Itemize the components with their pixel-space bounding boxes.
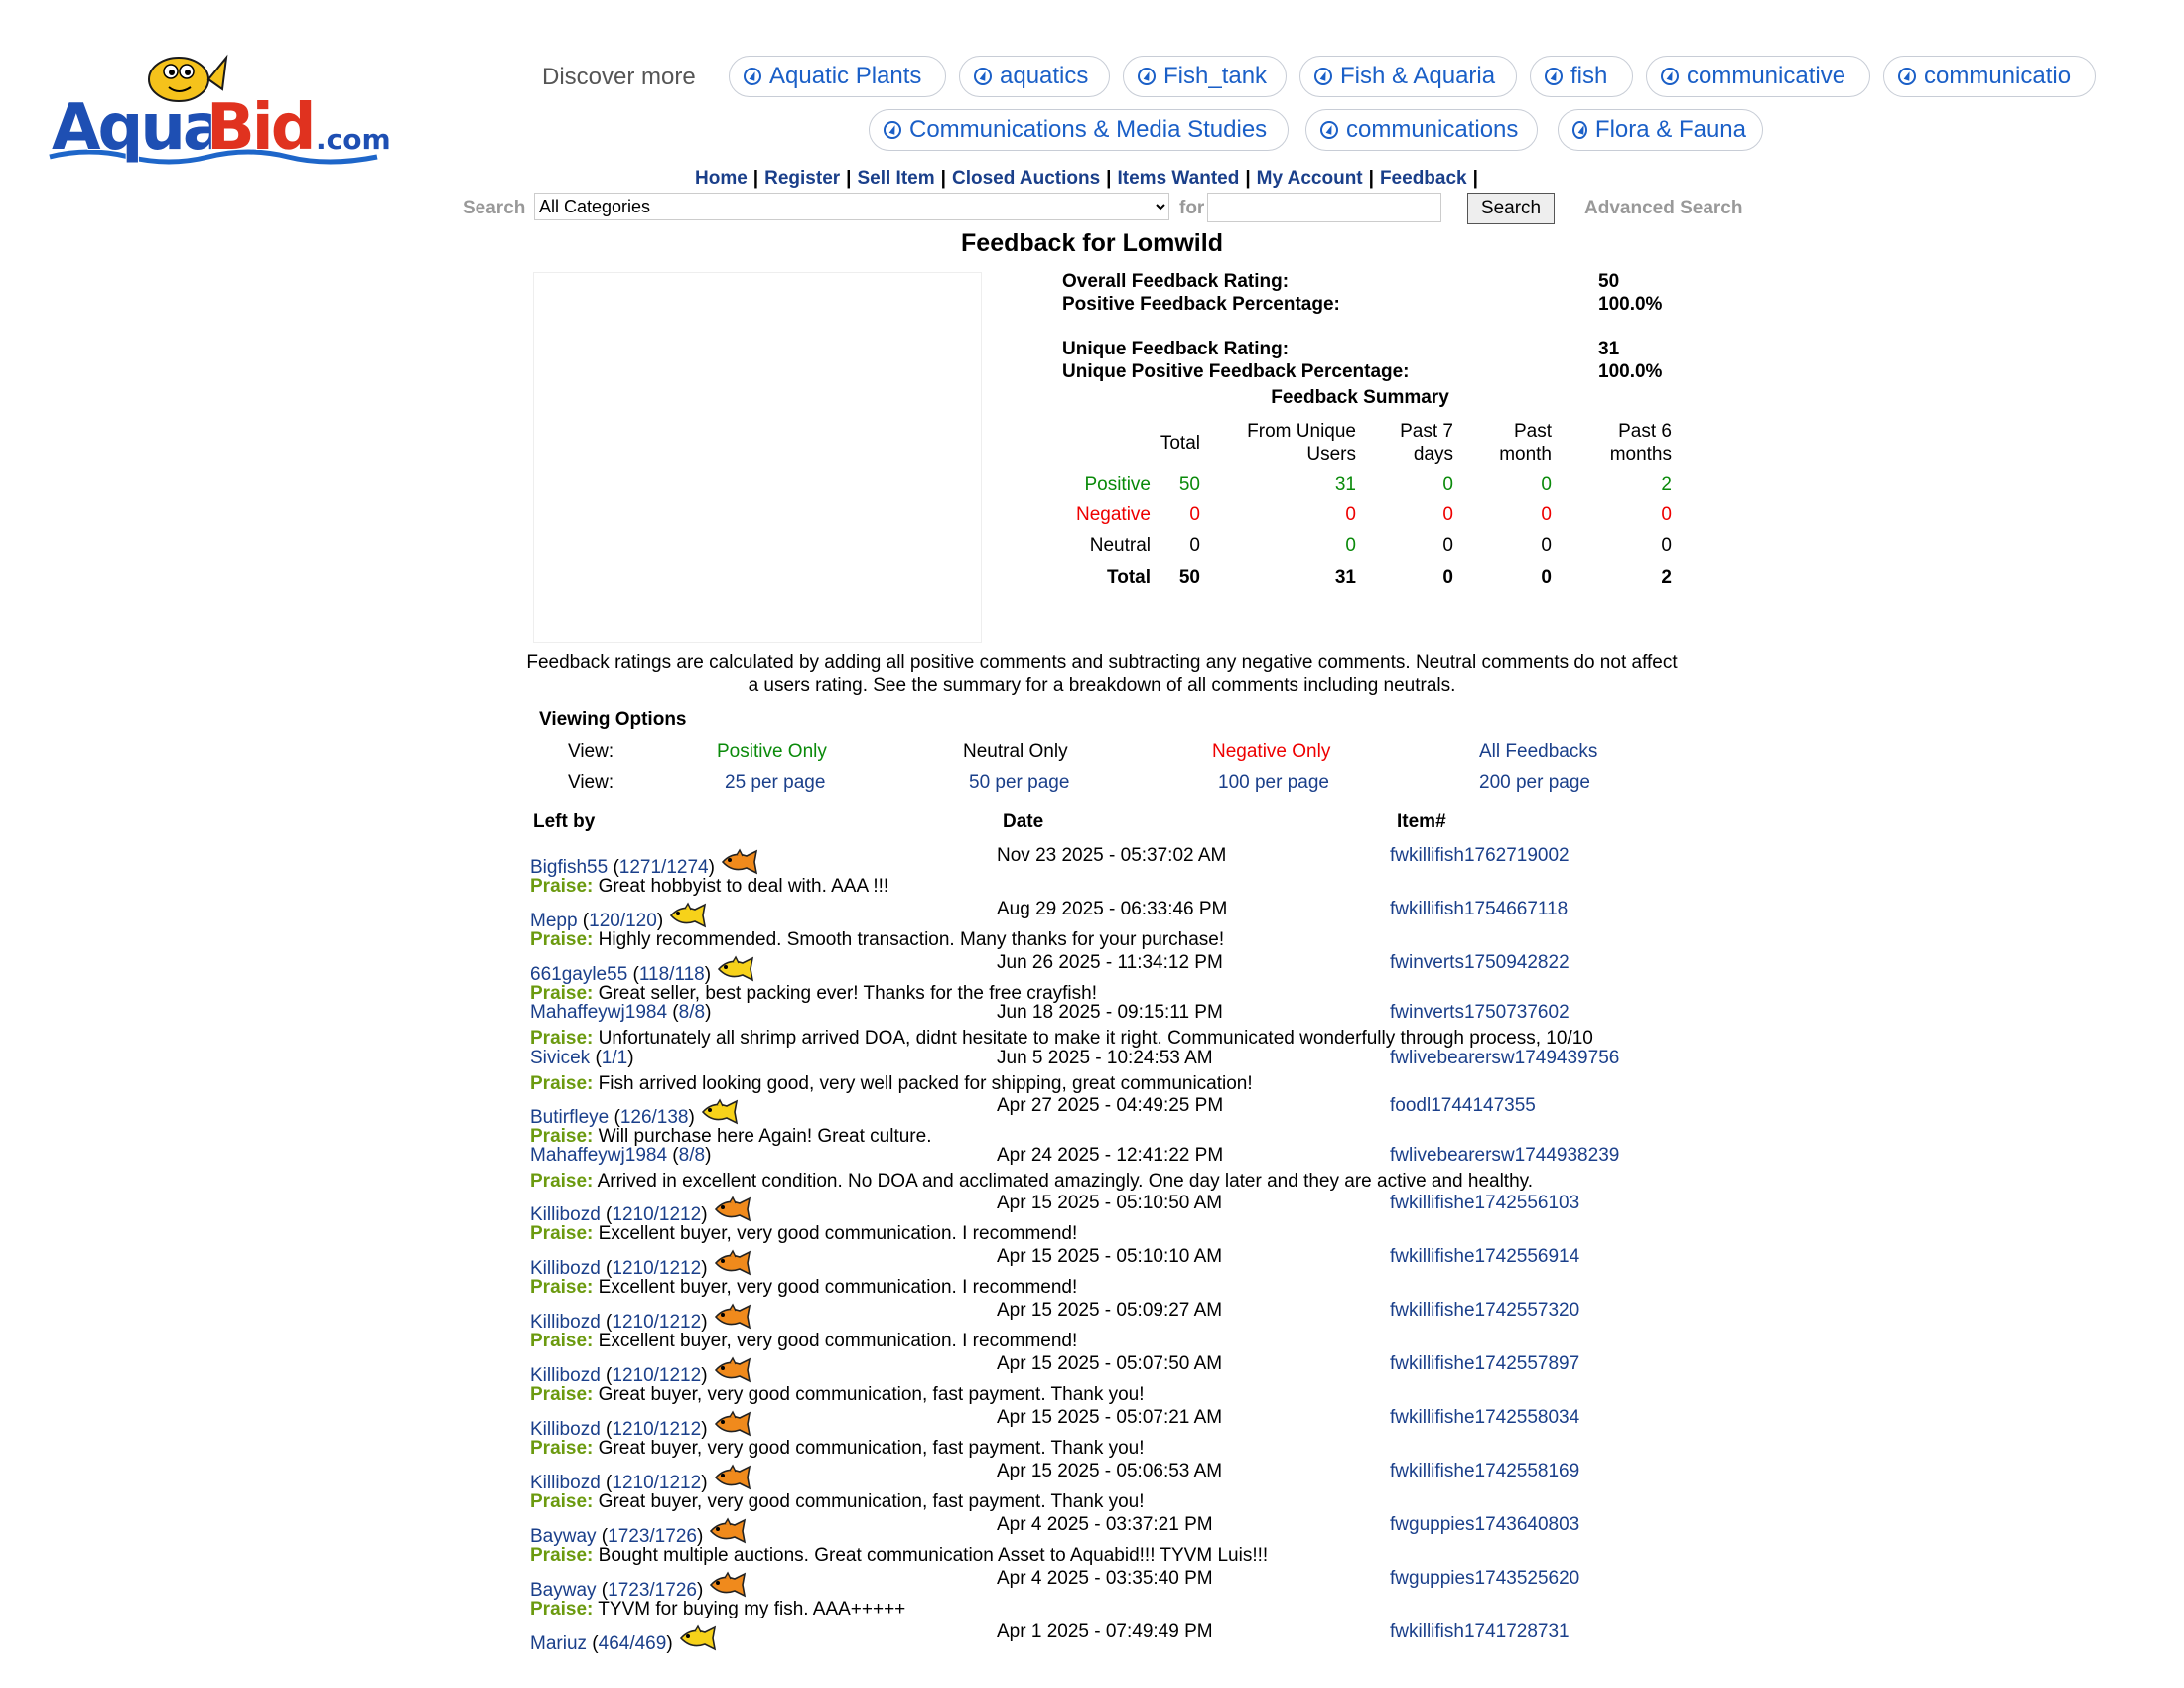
feedback-user-link[interactable]: Mariuz: [530, 1633, 588, 1654]
praise-label: Praise:: [530, 876, 594, 897]
view-label: View:: [568, 741, 614, 762]
praise-label: Praise:: [530, 1545, 594, 1566]
discover-more-label: Discover more: [542, 64, 696, 90]
compass-icon: [1545, 68, 1563, 85]
pill-aquatic-plants[interactable]: Aquatic Plants: [729, 56, 946, 97]
nav-feedback[interactable]: Feedback: [1379, 168, 1467, 189]
feedback-date: Apr 27 2025 - 04:49:25 PM: [997, 1095, 1224, 1116]
feedback-user-link[interactable]: Bayway: [530, 1580, 597, 1601]
column-date: Date: [1003, 811, 1044, 832]
search-label: Search: [463, 198, 526, 218]
summary-cell: 0: [1442, 474, 1453, 494]
nav-closed-auctions[interactable]: Closed Auctions: [951, 168, 1101, 189]
summary-cell: 0: [1541, 567, 1552, 588]
compass-icon: [974, 68, 992, 85]
nav-items-wanted[interactable]: Items Wanted: [1117, 168, 1240, 189]
feedback-author: Sivicek (1/1): [530, 1048, 634, 1068]
summary-header: Total: [1160, 433, 1200, 454]
per-page-50[interactable]: 50 per page: [969, 773, 1070, 793]
feedback-author: Killibozd (1210/1212): [530, 1250, 753, 1282]
unique-rating-label: Unique Feedback Rating:: [1062, 339, 1290, 359]
per-page-100[interactable]: 100 per page: [1218, 773, 1329, 793]
compass-icon: [1320, 121, 1338, 139]
summary-cell: 2: [1661, 567, 1672, 588]
compass-icon: [1661, 68, 1679, 85]
compass-icon: [1314, 68, 1332, 85]
positive-pct-label: Positive Feedback Percentage:: [1062, 294, 1340, 315]
praise-label: Praise:: [530, 983, 594, 1004]
page-title: Feedback for Lomwild: [961, 229, 1223, 257]
nav-sell-item[interactable]: Sell Item: [857, 168, 935, 189]
feedback-item-link[interactable]: fwkillifishe1742556914: [1390, 1246, 1580, 1267]
pill-fish-tank[interactable]: Fish_tank: [1123, 56, 1287, 97]
feedback-score-link[interactable]: 1271/1274: [618, 857, 709, 878]
feedback-item-link[interactable]: fwinverts1750942822: [1390, 952, 1570, 973]
feedback-user-link[interactable]: Bayway: [530, 1526, 597, 1547]
feedback-date: Aug 29 2025 - 06:33:46 PM: [997, 899, 1228, 919]
feedback-author: Killibozd (1210/1212): [530, 1411, 753, 1443]
pill-communicatio[interactable]: communicatio: [1883, 56, 2096, 97]
summary-header: Past month: [1499, 421, 1552, 465]
view-positive-only[interactable]: Positive Only: [717, 741, 827, 762]
summary-cell: 50: [1178, 474, 1200, 494]
pill-flora-fauna[interactable]: Flora & Fauna: [1558, 109, 1763, 151]
summary-cell: 0: [1541, 535, 1552, 556]
feedback-user-link[interactable]: Mahaffeywj1984: [530, 1002, 668, 1023]
nav-register[interactable]: Register: [764, 168, 841, 189]
feedback-comment: Praise: Great seller, best packing ever! Thanks for the free crayfish!: [530, 983, 1097, 1004]
feedback-author: 661gayle55 (118/118): [530, 956, 756, 988]
summary-row-label: Positive: [1084, 474, 1151, 494]
feedback-date: Apr 15 2025 - 05:10:10 AM: [997, 1246, 1223, 1267]
feedback-date: Apr 15 2025 - 05:07:21 AM: [997, 1407, 1223, 1428]
praise-label: Praise:: [530, 1028, 594, 1049]
feedback-date: Jun 5 2025 - 10:24:53 AM: [997, 1048, 1213, 1068]
summary-row-label: Neutral: [1089, 535, 1151, 556]
compass-icon: [744, 68, 761, 85]
unique-rating-value: 31: [1598, 339, 1620, 359]
summary-cell: 31: [1334, 474, 1356, 494]
feedback-item-link[interactable]: fwkillifish1762719002: [1390, 845, 1570, 866]
feedback-item-link[interactable]: fwkillifishe1742558034: [1390, 1407, 1580, 1428]
feedback-user-link[interactable]: Mepp: [530, 911, 578, 931]
feedback-author: Killibozd (1210/1212): [530, 1465, 753, 1496]
summary-cell: 2: [1661, 474, 1672, 494]
feedback-author: Mepp (120/120): [530, 903, 709, 934]
feedback-comment: Praise: Arrived in excellent condition. No DOA and acclimated amazingly. One day later and they are active and healthy.: [530, 1171, 1534, 1192]
column-item: Item#: [1397, 811, 1446, 832]
praise-label: Praise:: [530, 1599, 594, 1619]
feedback-date: Jun 26 2025 - 11:34:12 PM: [997, 952, 1223, 973]
feedback-score-link[interactable]: 1/1: [601, 1048, 628, 1068]
praise-label: Praise:: [530, 1223, 594, 1244]
advanced-search-link[interactable]: Advanced Search: [1584, 198, 1743, 218]
view-neutral-only[interactable]: Neutral Only: [963, 741, 1068, 762]
summary-row-label: Negative: [1076, 504, 1151, 525]
for-label: for: [1179, 198, 1205, 218]
feedback-author: Butirfleye (126/138): [530, 1099, 741, 1131]
pill-communicative[interactable]: communicative: [1646, 56, 1870, 97]
feedback-user-link[interactable]: Butirfleye: [530, 1107, 610, 1128]
unique-pct-label: Unique Positive Feedback Percentage:: [1062, 361, 1410, 382]
compass-icon: [1138, 68, 1156, 85]
feedback-date: Apr 1 2025 - 07:49:49 PM: [997, 1621, 1213, 1642]
feedback-score-link[interactable]: 8/8: [678, 1002, 706, 1023]
feedback-comment: Praise: Excellent buyer, very good communication. I recommend!: [530, 1223, 1078, 1244]
feedback-comment: Praise: Bought multiple auctions. Great communication Asset to Aquabid!!! TYVM Luis!!!: [530, 1545, 1269, 1566]
feedback-author: Killibozd (1210/1212): [530, 1196, 753, 1228]
feedback-date: Apr 24 2025 - 12:41:22 PM: [997, 1145, 1224, 1166]
summary-row-label: Total: [1107, 567, 1151, 588]
feedback-comment: Praise: Great buyer, very good communication, fast payment. Thank you!: [530, 1491, 1145, 1512]
summary-cell: 0: [1661, 504, 1672, 525]
feedback-author: Bigfish55 (1271/1274): [530, 849, 760, 881]
feedback-item-link[interactable]: fwkillifishe1742557320: [1390, 1300, 1580, 1321]
feedback-item-link[interactable]: fwkillifishe1742557897: [1390, 1353, 1580, 1374]
per-page-25[interactable]: 25 per page: [725, 773, 826, 793]
feedback-comment: Praise: Highly recommended. Smooth transaction. Many thanks for your purchase!: [530, 929, 1225, 950]
feedback-score-link[interactable]: 1210/1212: [612, 1419, 702, 1440]
compass-icon: [884, 121, 901, 139]
feedback-score-link[interactable]: 8/8: [678, 1145, 706, 1166]
feedback-author: Killibozd (1210/1212): [530, 1357, 753, 1389]
feedback-score-link[interactable]: 120/120: [589, 911, 657, 931]
feedback-date: Jun 18 2025 - 09:15:11 PM: [997, 1002, 1223, 1023]
feedback-user-link[interactable]: 661gayle55: [530, 964, 628, 985]
yellow-fish-icon: [677, 1625, 719, 1657]
feedback-score-link[interactable]: 1210/1212: [612, 1204, 702, 1225]
feedback-user-link[interactable]: Sivicek: [530, 1048, 591, 1068]
feedback-date: Apr 15 2025 - 05:07:50 AM: [997, 1353, 1223, 1374]
compass-icon: [1572, 121, 1587, 139]
compass-icon: [1898, 68, 1916, 85]
feedback-comment: Praise: Great buyer, very good communication, fast payment. Thank you!: [530, 1438, 1145, 1459]
svg-text:.com: .com: [316, 123, 391, 156]
feedback-comment: Praise: Excellent buyer, very good communication. I recommend!: [530, 1277, 1078, 1298]
summary-header: From Unique Users: [1247, 421, 1356, 465]
feedback-author: Mariuz (464/469): [530, 1625, 719, 1657]
summary-cell: 0: [1345, 535, 1356, 556]
feedback-score-link[interactable]: 1210/1212: [612, 1473, 702, 1493]
feedback-user-link[interactable]: Killibozd: [530, 1473, 601, 1493]
search-button[interactable]: Search: [1467, 193, 1555, 224]
feedback-user-link[interactable]: Killibozd: [530, 1365, 601, 1386]
feedback-comment: Praise: Will purchase here Again! Great culture.: [530, 1126, 932, 1147]
feedback-user-link[interactable]: Killibozd: [530, 1204, 601, 1225]
feedback-score-link[interactable]: 1723/1726: [608, 1526, 697, 1547]
summary-title: Feedback Summary: [1271, 387, 1449, 408]
feedback-score-link[interactable]: 1210/1212: [612, 1258, 702, 1279]
feedback-comment: Praise: Fish arrived looking good, very well packed for shipping, great communication!: [530, 1073, 1253, 1094]
feedback-author: Killibozd (1210/1212): [530, 1304, 753, 1336]
praise-label: Praise:: [530, 929, 594, 950]
summary-cell: 0: [1442, 567, 1453, 588]
svg-text:Aqua: Aqua: [52, 91, 223, 165]
pill-aquatics[interactable]: aquatics: [959, 56, 1110, 97]
feedback-comment: Praise: Great hobbyist to deal with. AAA !!!: [530, 876, 889, 897]
summary-cell: 0: [1442, 504, 1453, 525]
per-page-200[interactable]: 200 per page: [1479, 773, 1590, 793]
summary-cell: 0: [1661, 535, 1672, 556]
feedback-score-link[interactable]: 1210/1212: [612, 1365, 702, 1386]
praise-label: Praise:: [530, 1073, 594, 1094]
overall-rating-label: Overall Feedback Rating:: [1062, 271, 1290, 292]
summary-cell: 50: [1178, 567, 1200, 588]
feedback-author: Bayway (1723/1726): [530, 1572, 749, 1604]
feedback-score-link[interactable]: 118/118: [638, 964, 705, 985]
feedback-comment: Praise: Great buyer, very good communication, fast payment. Thank you!: [530, 1384, 1145, 1405]
praise-label: Praise:: [530, 1331, 594, 1351]
aquabid-logo[interactable]: [50, 40, 391, 169]
feedback-date: Apr 15 2025 - 05:09:27 AM: [997, 1300, 1223, 1321]
summary-cell: 0: [1189, 535, 1200, 556]
feedback-date: Apr 15 2025 - 05:10:50 AM: [997, 1193, 1223, 1213]
feedback-item-link[interactable]: foodl1744147355: [1390, 1095, 1536, 1116]
feedback-item-link[interactable]: fwkillifishe1742558169: [1390, 1461, 1580, 1481]
nav-my-account[interactable]: My Account: [1256, 168, 1363, 189]
pill-fish-aquaria[interactable]: Fish & Aquaria: [1299, 56, 1517, 97]
feedback-user-link[interactable]: Killibozd: [530, 1419, 601, 1440]
feedback-user-link[interactable]: Bigfish55: [530, 857, 609, 878]
feedback-item-link[interactable]: fwkillifishe1742556103: [1390, 1193, 1580, 1213]
nav-home[interactable]: Home: [695, 168, 748, 189]
view-negative-only[interactable]: Negative Only: [1212, 741, 1331, 762]
praise-label: Praise:: [530, 1384, 594, 1405]
feedback-item-link[interactable]: fwguppies1743640803: [1390, 1514, 1580, 1535]
rating-explanation: Feedback ratings are calculated by adding all positive comments and subtracting any negative comments. Neutral comments do not affect a users rating. See the summary for a breakdown of all comments including neutrals.: [526, 652, 1678, 696]
feedback-user-link[interactable]: Killibozd: [530, 1258, 601, 1279]
category-select[interactable]: [534, 193, 1169, 220]
view-all-feedbacks[interactable]: All Feedbacks: [1479, 741, 1598, 762]
column-left-by: Left by: [533, 811, 596, 832]
feedback-date: Nov 23 2025 - 05:37:02 AM: [997, 845, 1227, 866]
praise-label: Praise:: [530, 1126, 594, 1147]
summary-cell: 0: [1541, 504, 1552, 525]
viewing-options-title: Viewing Options: [539, 709, 687, 730]
summary-header: Past 7 days: [1400, 421, 1453, 465]
feedback-comment: Praise: Unfortunately all shrimp arrived DOA, didnt hesitate to make it right. Communicated wonderfully through process, 10/10: [530, 1028, 1593, 1049]
feedback-comment: Praise: TYVM for buying my fish. AAA+++++: [530, 1599, 906, 1619]
feedback-score-link[interactable]: 1723/1726: [608, 1580, 697, 1601]
feedback-score-link[interactable]: 1210/1212: [612, 1312, 702, 1333]
feedback-comment: Praise: Excellent buyer, very good communication. I recommend!: [530, 1331, 1078, 1351]
praise-label: Praise:: [530, 1438, 594, 1459]
pill-communications-media-studies[interactable]: Communications & Media Studies: [869, 109, 1289, 151]
feedback-author: Mahaffeywj1984 (8/8): [530, 1145, 712, 1166]
user-image: [533, 272, 982, 643]
feedback-item-link[interactable]: fwlivebearersw1749439756: [1390, 1048, 1620, 1068]
summary-cell: 0: [1345, 504, 1356, 525]
feedback-author: Bayway (1723/1726): [530, 1518, 749, 1550]
feedback-score-link[interactable]: 126/138: [619, 1107, 689, 1128]
feedback-score-link[interactable]: 464/469: [598, 1633, 667, 1654]
feedback-item-link[interactable]: fwlivebearersw1744938239: [1390, 1145, 1620, 1166]
summary-cell: 0: [1442, 535, 1453, 556]
feedback-user-link[interactable]: Mahaffeywj1984: [530, 1145, 668, 1166]
positive-pct-value: 100.0%: [1598, 294, 1663, 315]
pill-communications[interactable]: communications: [1305, 109, 1538, 151]
praise-label: Praise:: [530, 1277, 594, 1298]
summary-cell: 0: [1541, 474, 1552, 494]
feedback-author: Mahaffeywj1984 (8/8): [530, 1002, 712, 1023]
feedback-date: Apr 4 2025 - 03:35:40 PM: [997, 1568, 1213, 1589]
praise-label: Praise:: [530, 1491, 594, 1512]
overall-rating-value: 50: [1598, 271, 1620, 292]
pill-fish[interactable]: fish: [1530, 56, 1633, 97]
summary-header: Past 6 months: [1609, 421, 1672, 465]
summary-cell: 31: [1334, 567, 1356, 588]
feedback-item-link[interactable]: fwinverts1750737602: [1390, 1002, 1570, 1023]
unique-pct-value: 100.0%: [1598, 361, 1663, 382]
main-nav: Home | Register | Sell Item | Closed Auctions | Items Wanted | My Account | Feedback |: [695, 168, 1478, 189]
praise-label: Praise:: [530, 1171, 594, 1192]
view-label: View:: [568, 773, 614, 793]
summary-cell: 0: [1189, 504, 1200, 525]
feedback-date: Apr 4 2025 - 03:37:21 PM: [997, 1514, 1213, 1535]
feedback-date: Apr 15 2025 - 05:06:53 AM: [997, 1461, 1223, 1481]
svg-text:Bid: Bid: [206, 91, 314, 165]
search-input[interactable]: [1207, 193, 1441, 222]
feedback-item-link[interactable]: fwkillifish1754667118: [1390, 899, 1569, 919]
feedback-item-link[interactable]: fwkillifish1741728731: [1390, 1621, 1570, 1642]
feedback-item-link[interactable]: fwguppies1743525620: [1390, 1568, 1580, 1589]
feedback-user-link[interactable]: Killibozd: [530, 1312, 601, 1333]
